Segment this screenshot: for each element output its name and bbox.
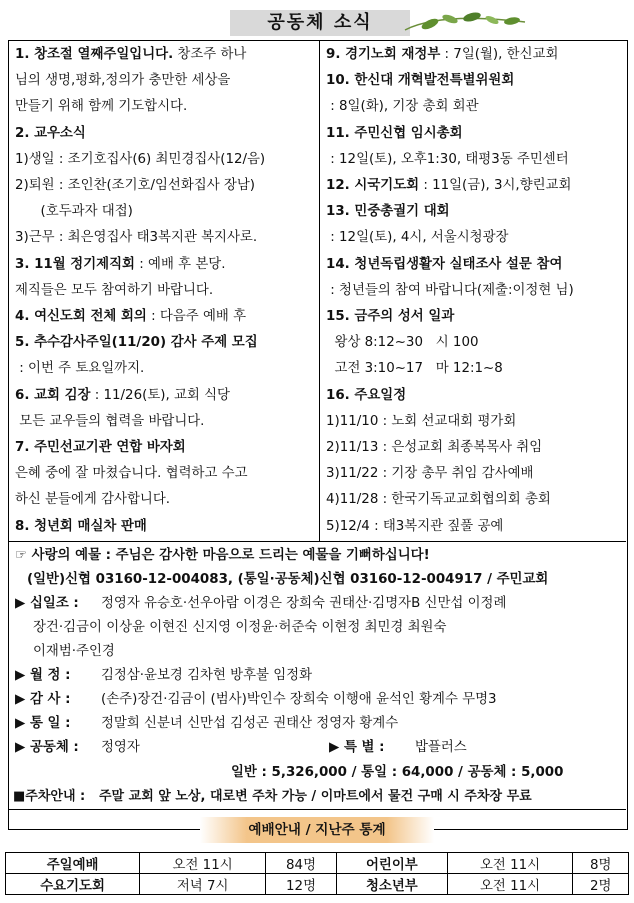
- table-cell: 2명: [573, 874, 629, 895]
- table-cell: 청소년부: [337, 874, 448, 895]
- table-cell: 8명: [573, 853, 629, 874]
- news-line: : 8일(화), 기장 총회 회관: [326, 99, 479, 115]
- community-names: 정영자: [101, 740, 140, 755]
- news-line-heading: 1. 창조절 열째주일입니다.: [15, 47, 174, 62]
- parking-info: 주말 교회 앞 노상, 대로변 주차 가능 / 이마트에서 물건 구매 시 주차장 무료: [99, 789, 532, 804]
- news-line: : 청년들의 참여 바랍니다(제출:이정현 님): [326, 282, 574, 298]
- news-line: 4)11/28 : 한국기독교교회협의회 총회: [326, 492, 551, 508]
- news-line: 2. 교우소식: [15, 125, 86, 141]
- table-row: [6, 874, 629, 895]
- table-cell: 오전 11시: [447, 853, 573, 874]
- table-cell: 오전 11시: [140, 853, 266, 874]
- news-line: [15, 43, 246, 66]
- news-line: : 이번 주 토요일까지.: [15, 361, 145, 377]
- news-line: [326, 43, 558, 66]
- page-title: 공동체 소식: [267, 12, 373, 33]
- news-line: 2)퇴원 : 조인찬(조기호/임선화집사 장남): [15, 178, 256, 193]
- news-line-heading: 3. 11월 정기제직회: [15, 256, 135, 272]
- news-line-heading: 9. 경기노회 재정부: [326, 47, 441, 62]
- table-cell: 84명: [266, 853, 337, 874]
- news-line: 님의 생명,평화,정의가 충만한 세상을: [15, 73, 231, 89]
- news-line: 모든 교우들의 협력을 바랍니다.: [15, 413, 205, 429]
- table-cell: 어린이부: [337, 853, 448, 874]
- parking-label: ■주차안내 :: [13, 789, 86, 804]
- monthly-label: ▶ 월 정 :: [15, 668, 71, 683]
- unity-label: ▶ 통 일 :: [15, 716, 71, 731]
- offering-accounts: (일반)신협 03160-12-004083, (통일·공동체)신협 03160-12-004917 / 주민교회: [27, 572, 549, 587]
- table-cell: 수요기도회: [6, 874, 140, 895]
- news-line-detail: : 11일(금), 3시,향린교회: [419, 178, 572, 193]
- thanks-names: (손주)장건·김금이 (범사)박인수 장희숙 이행애 윤석인 황계수 무명3: [101, 692, 497, 707]
- news-line: 하신 분들에게 감사합니다.: [15, 492, 171, 508]
- table-cell: 저녁 7시: [140, 874, 266, 895]
- community-label: ▶ 공동체 :: [15, 740, 79, 755]
- left-column: [9, 41, 320, 541]
- news-line: 제직들은 모두 참여하기 바랍니다.: [15, 282, 214, 298]
- news-line: 고전 3:10~17 마 12:1~8: [326, 361, 503, 377]
- news-line-heading: 4. 여신도회 전체 회의: [15, 309, 147, 324]
- section-divider: [9, 541, 626, 542]
- news-line: 5)12/4 : 태3복지관 짚풀 공예: [326, 518, 504, 534]
- news-line: 8. 청년회 매실차 판매: [15, 518, 147, 534]
- news-line: 16. 주요일정: [326, 387, 407, 403]
- news-line: 15. 금주의 성서 일과: [326, 309, 455, 324]
- tithe-names-3: 이재범·주인경: [33, 644, 115, 659]
- news-line: (호두과자 대접): [15, 204, 133, 220]
- worship-table: [5, 852, 629, 895]
- tithe-names-1: 정영자 유승호·선우아람 이경은 장희숙 권태산·김명자B 신만섭 이정례: [101, 596, 507, 611]
- parking-divider: [9, 809, 626, 810]
- table-row: [6, 853, 629, 874]
- news-line: 1)생일 : 조기호집사(6) 최민경집사(12/음): [15, 151, 266, 167]
- news-line-detail: : 7일(월), 한신교회: [440, 47, 559, 62]
- news-line-heading: 6. 교회 김장: [15, 387, 91, 403]
- tithe-names-2: 장건·김금이 이상윤 이현진 신지영 이정윤·허준숙 이현정 최민경 최원숙: [33, 620, 447, 635]
- special-label: ▶ 특 별 :: [329, 740, 385, 755]
- news-line: [15, 253, 225, 276]
- news-line-detail: : 예배 후 본당.: [134, 256, 226, 272]
- news-line: 1)11/10 : 노회 선교대회 평가회: [326, 413, 517, 429]
- news-line-detail: 창조주 하나: [173, 47, 247, 62]
- news-line-detail: : 11/26(토), 교회 식당: [90, 387, 230, 403]
- news-line: 3)11/22 : 기장 총무 취임 감사예배: [326, 466, 534, 482]
- news-line: 14. 청년독립생활자 실태조사 설문 참여: [326, 256, 563, 272]
- news-line: [15, 305, 246, 328]
- news-line: 은혜 중에 잘 마쳤습니다. 협력하고 수고: [15, 466, 248, 482]
- right-column: [320, 41, 626, 541]
- news-line: 13. 민중총궐기 대회: [326, 204, 450, 220]
- news-line: 10. 한신대 개혁발전특별위원회: [326, 73, 515, 89]
- table-cell: 주일예배: [6, 853, 140, 874]
- news-line-detail: : 다음주 예배 후: [146, 309, 247, 324]
- special-names: 밥플러스: [415, 740, 467, 755]
- leaf-decoration-icon: [400, 8, 530, 38]
- worship-title: 예배안내 / 지난주 통계: [248, 822, 386, 838]
- news-line: : 12일(토), 4시, 서울시청광장: [326, 230, 509, 246]
- news-line-heading: 12. 시국기도회: [326, 178, 420, 193]
- news-box: [8, 40, 628, 830]
- offering-headline: ☞ 사랑의 예물 : 주님은 감사한 마음으로 드리는 예물을 기뻐하십니다!: [15, 548, 430, 563]
- news-line: 5. 추수감사주일(11/20) 감사 주제 모집: [15, 335, 258, 351]
- news-line: 왕상 8:12~30 시 100: [326, 335, 479, 351]
- table-cell: 12명: [266, 874, 337, 895]
- news-line: [326, 174, 571, 197]
- news-line: [15, 384, 230, 407]
- news-line: 3)근무 : 최은영집사 태3복지관 복지사로.: [15, 230, 258, 246]
- table-cell: 오전 11시: [447, 874, 573, 895]
- tithe-label: ▶ 십일조 :: [15, 596, 79, 611]
- monthly-names: 김정삼·윤보경 김차현 방후불 임정화: [101, 668, 313, 683]
- news-grid: [9, 41, 626, 541]
- unity-names: 정말희 신분녀 신만섭 김성곤 권태산 정영자 황계수: [101, 716, 399, 731]
- news-line: : 12일(토), 오후1:30, 태평3동 주민센터: [326, 151, 569, 167]
- news-line: 2)11/13 : 은성교회 최종복목사 취임: [326, 440, 543, 455]
- news-line: 11. 주민신협 임시총회: [326, 125, 463, 141]
- offering-totals: 일반 : 5,326,000 / 통일 : 64,000 / 공동체 : 5,000: [231, 765, 564, 780]
- news-line: 만들기 위해 함께 기도합시다.: [15, 99, 188, 115]
- news-line: 7. 주민선교기관 연합 바자회: [15, 440, 186, 455]
- thanks-label: ▶ 감 사 :: [15, 692, 71, 707]
